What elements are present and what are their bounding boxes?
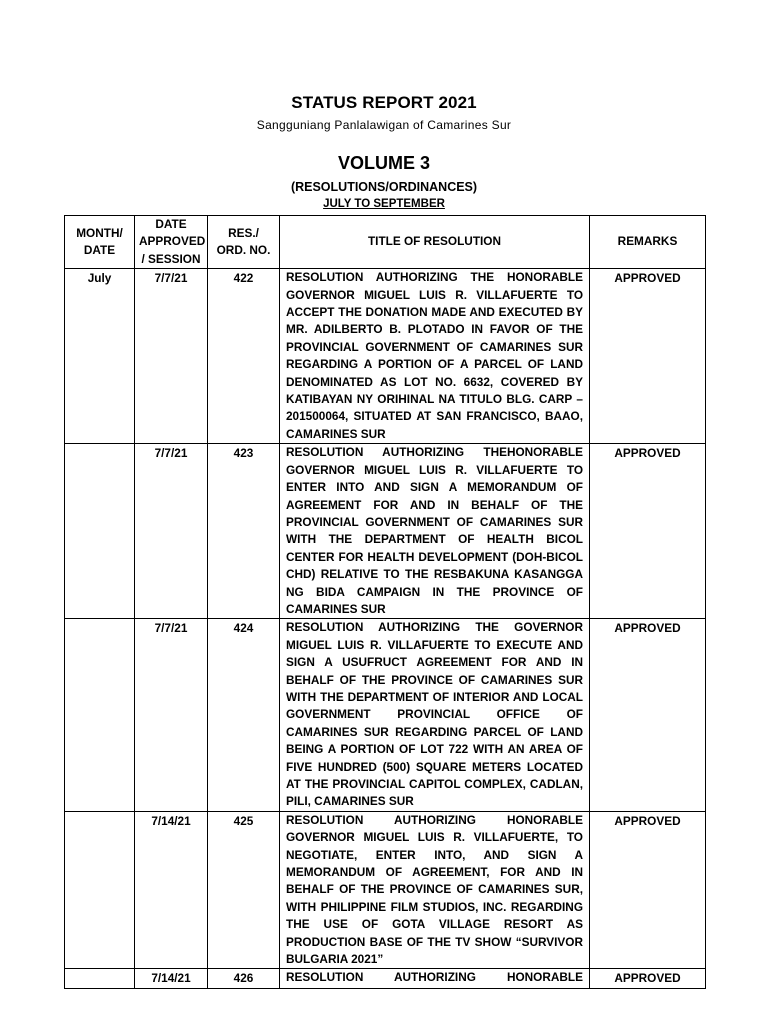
column-header-date-approved: DATE APPROVED / SESSION bbox=[135, 216, 208, 269]
volume-heading: VOLUME 3 bbox=[337, 153, 430, 173]
table-row bbox=[65, 969, 706, 988]
table-header-row bbox=[65, 216, 706, 269]
cell-remarks: APPROVED bbox=[590, 269, 706, 444]
cell-date: 7/7/21 bbox=[135, 269, 208, 444]
cell-month: July bbox=[65, 269, 135, 444]
cell-remarks: APPROVED bbox=[590, 619, 706, 811]
column-header-remarks: REMARKS bbox=[590, 216, 706, 269]
cell-number: 424 bbox=[208, 619, 280, 811]
cell-month bbox=[65, 969, 135, 988]
cell-title: RESOLUTION AUTHORIZING THEHONORABLE GOVERNOR MIGUEL LUIS R. VILLAFUERTE TO ENTER INTO AND SIGN A MEMORANDUM OF AGREEMENT FOR AND IN BEHALF OF THE PROVINCIAL GOVERNMENT OF CAMARINES SUR WITH THE DEPARTMENT OF HEALTH BICOL CENTER FOR HEALTH DEVELOPMENT (DOH-BICOL CHD) RELATIVE TO THE RESBAKUNA KASANGGA NG BIDA CAMPAIGN IN THE PROVINCE OF CAMARINES SUR bbox=[280, 444, 590, 619]
period-heading: JULY TO SEPTEMBER bbox=[323, 198, 445, 210]
table-row bbox=[65, 444, 706, 619]
cell-remarks: APPROVED bbox=[590, 969, 706, 988]
table-row bbox=[65, 811, 706, 969]
cell-number: 425 bbox=[208, 811, 280, 969]
cell-number: 422 bbox=[208, 269, 280, 444]
cell-title: RESOLUTION AUTHORIZING HONORABLE GOVERNOR MIGUEL LUIS R. VILLAFUERTE, TO NEGOTIATE, ENTER INTO, AND SIGN A MEMORANDUM OF AGREEMENT, FOR AND IN BEHALF OF THE PROVINCE OF CAMARINES SUR, WITH PHILIPPINE FILM STUDIOS, INC. REGARDING THE USE OF GOTA VILLAGE RESORT AS PRODUCTION BASE OF THE TV SHOW “SURVIVOR BULGARIA 2021” bbox=[280, 811, 590, 969]
cell-date: 7/14/21 bbox=[135, 969, 208, 988]
category-heading: (RESOLUTIONS/ORDINANCES) bbox=[290, 180, 478, 194]
cell-date: 7/7/21 bbox=[135, 619, 208, 811]
table-row bbox=[65, 269, 706, 444]
cell-month bbox=[65, 444, 135, 619]
column-header-number: RES./ ORD. NO. bbox=[208, 216, 280, 269]
cell-title: RESOLUTION AUTHORIZING HONORABLE bbox=[280, 969, 590, 988]
cell-number: 426 bbox=[208, 969, 280, 988]
cell-remarks: APPROVED bbox=[590, 811, 706, 969]
cell-date: 7/14/21 bbox=[135, 811, 208, 969]
cell-remarks: APPROVED bbox=[590, 444, 706, 619]
table-row bbox=[65, 619, 706, 811]
report-title: STATUS REPORT 2021 bbox=[291, 93, 477, 112]
column-header-title: TITLE OF RESOLUTION bbox=[280, 216, 590, 269]
cell-title: RESOLUTION AUTHORIZING THE GOVERNOR MIGUEL LUIS R. VILLAFUERTE TO EXECUTE AND SIGN A USUFRUCT AGREEMENT FOR AND IN BEHALF OF THE PROVINCE OF CAMARINES SUR WITH THE DEPARTMENT OF INTERIOR AND LOCAL GOVERNMENT PROVINCIAL OFFICE OF CAMARINES SUR REGARDING PARCEL OF LAND BEING A PORTION OF LOT 722 WITH AN AREA OF FIVE HUNDRED (500) SQUARE METERS LOCATED AT THE PROVINCIAL CAPITOL COMPLEX, CADLAN, PILI, CAMARINES SUR bbox=[280, 619, 590, 811]
cell-number: 423 bbox=[208, 444, 280, 619]
cell-month bbox=[65, 619, 135, 811]
cell-month bbox=[65, 811, 135, 969]
cell-date: 7/7/21 bbox=[135, 444, 208, 619]
cell-title: RESOLUTION AUTHORIZING THE HONORABLE GOVERNOR MIGUEL LUIS R. VILLAFUERTE TO ACCEPT THE DONATION MADE AND EXECUTED BY MR. ADILBERTO B. PLOTADO IN FAVOR OF THE PROVINCIAL GOVERNMENT OF CAMARINES SUR REGARDING A PORTION OF A PARCEL OF LAND DENOMINATED AS LOT NO. 6632, COVERED BY KATIBAYAN NY ORIHINAL NA TITULO BLG. CARP – 201500064, SITUATED AT SAN FRANCISCO, BAAO, CAMARINES SUR bbox=[280, 269, 590, 444]
resolutions-table bbox=[64, 215, 706, 989]
column-header-month: MONTH/ DATE bbox=[65, 216, 135, 269]
report-subtitle: Sangguniang Panlalawigan of Camarines Sur bbox=[256, 118, 512, 132]
